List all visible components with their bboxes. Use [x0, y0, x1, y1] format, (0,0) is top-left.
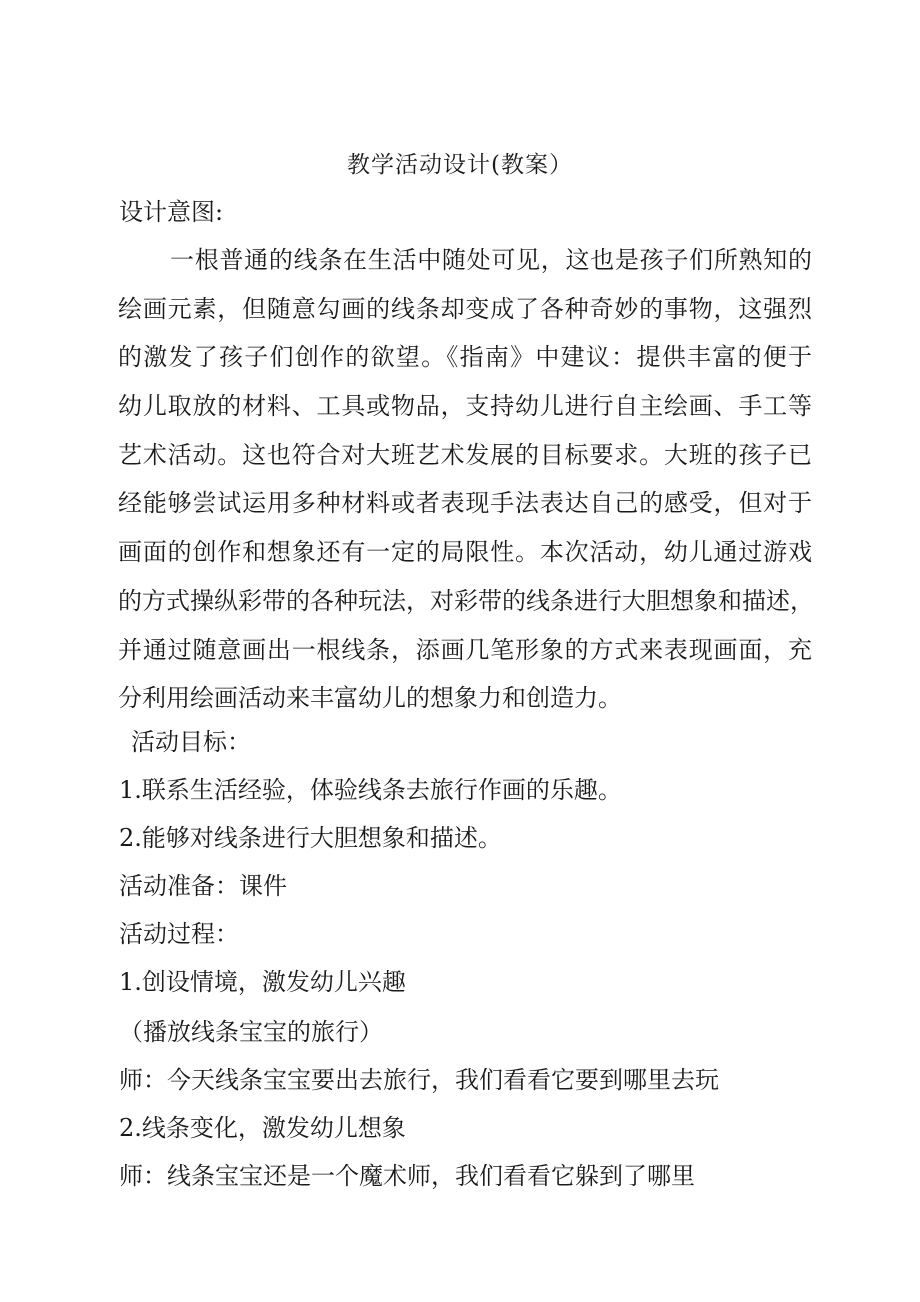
paragraph-line: 一根普通的线条在生活中随处可见，这也是孩子们所熟知的	[170, 246, 812, 274]
process-step-1-note: （播放线条宝宝的旅行）	[119, 1018, 383, 1046]
goals-heading: 活动目标：	[131, 728, 251, 756]
goal-item-2: 2.能够对线条进行大胆想象和描述。	[119, 824, 502, 852]
paragraph-line: 画面的创作和想象还有一定的局限性。本次活动，幼儿通过游戏	[118, 538, 812, 567]
process-heading: 活动过程：	[119, 920, 239, 948]
document-title: 教学活动设计(教案）	[347, 152, 573, 178]
preparation-line: 活动准备：课件	[119, 872, 287, 900]
paragraph-line: 艺术活动。这也符合对大班艺术发展的目标要求。大班的孩子已	[118, 440, 812, 469]
paragraph-line: 的激发了孩子们创作的欲望。《指南》中建议：提供丰富的便于	[118, 343, 812, 372]
process-step-2: 2.线条变化，激发幼儿想象	[119, 1114, 406, 1142]
process-step-1-teacher: 师：今天线条宝宝要出去旅行，我们看看它要到哪里去玩	[119, 1066, 719, 1094]
paragraph-line: 绘画元素，但随意勾画的线条却变成了各种奇妙的事物，这强烈	[118, 294, 812, 323]
design-intent-paragraph	[118, 236, 812, 723]
paragraph-line: 的方式操纵彩带的各种玩法，对彩带的线条进行大胆想象和描述，	[118, 586, 814, 615]
process-step-2-teacher: 师：线条宝宝还是一个魔术师，我们看看它躲到了哪里	[119, 1162, 695, 1190]
paragraph-line: 分利用绘画活动来丰富幼儿的想象力和创造力。	[118, 684, 622, 713]
design-intent-heading: 设计意图:	[119, 198, 224, 226]
paragraph-line: 并通过随意画出一根线条，添画几笔形象的方式来表现画面，充	[118, 635, 812, 664]
goal-item-1: 1.联系生活经验，体验线条去旅行作画的乐趣。	[119, 776, 622, 804]
paragraph-line: 经能够尝试运用多种材料或者表现手法表达自己的感受，但对于	[118, 489, 812, 518]
paragraph-line: 幼儿取放的材料、工具或物品，支持幼儿进行自主绘画、手工等	[118, 392, 812, 421]
process-step-1: 1.创设情境，激发幼儿兴趣	[119, 968, 406, 996]
